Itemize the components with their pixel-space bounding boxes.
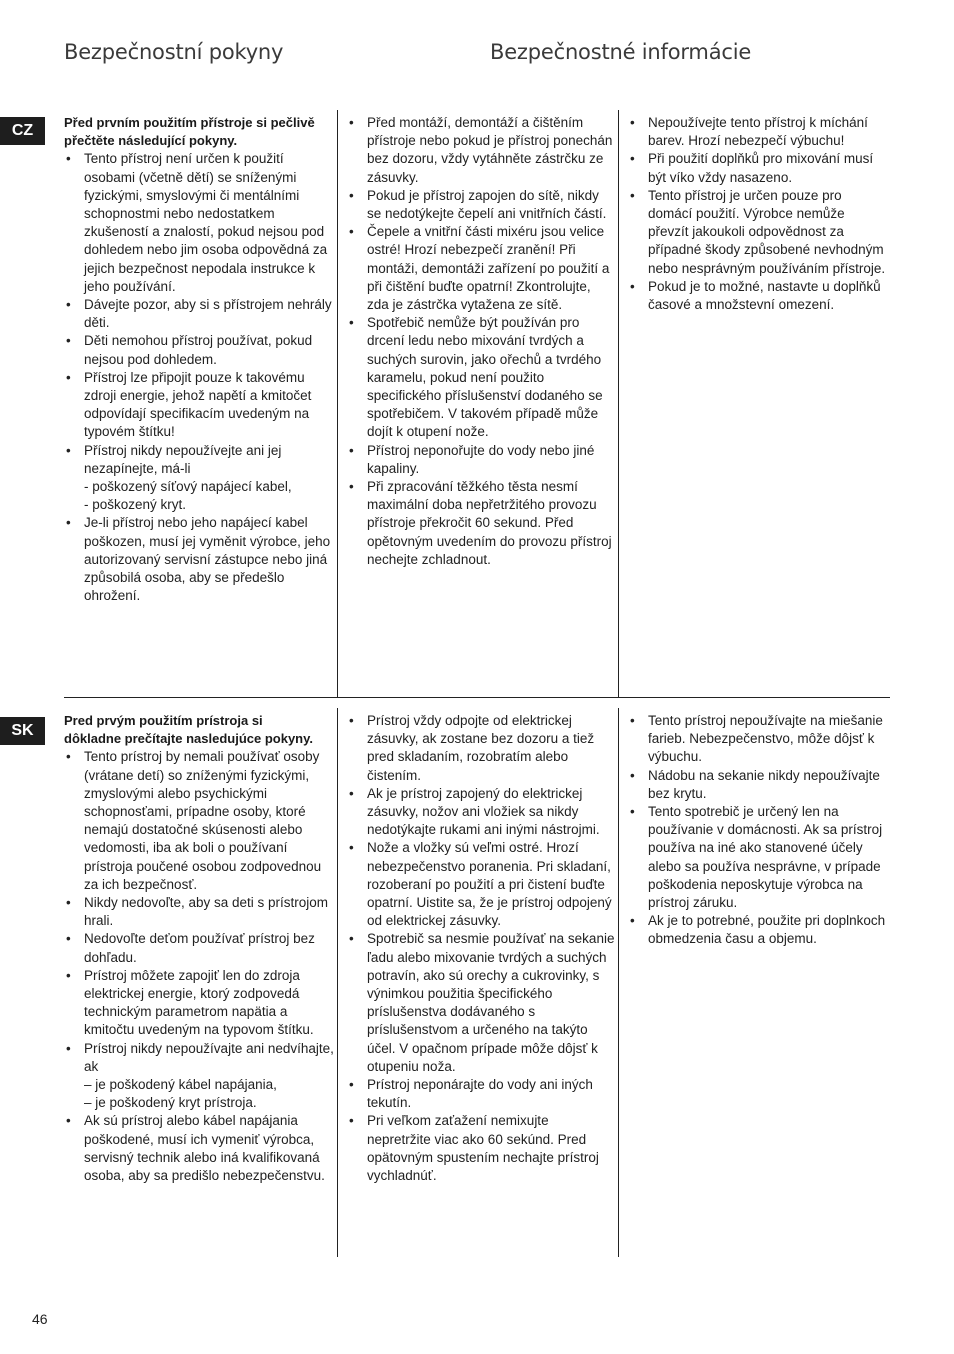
list-item: • Přístroj neponořujte do vody nebo jiné kapaliny. (347, 442, 618, 478)
section-cz (64, 110, 890, 698)
language-badge-sk: SK (0, 717, 45, 745)
heading-cz: Bezpečnostní pokyny (64, 40, 284, 64)
sk-col2-list (347, 712, 618, 1185)
sk-column-1 (64, 708, 337, 1257)
list-item-text: Přístroj nikdy nepoužívejte ani jej nezapínejte, má-li (84, 442, 282, 476)
list-item (64, 1040, 337, 1113)
sub-item: - poškozený síťový napájecí kabel, (84, 479, 292, 495)
list-item: • Čepele a vnitřní části mixéru jsou velice ostré! Hrozí nebezpečí zranění! Při montáži, demontáži zařízení po použití a při čištění buďte opatrní! Zkontrolujte, zda je zástrčka vytažena ze sítě. (347, 223, 618, 314)
list-item: • Nádobu na sekanie nikdy nepoužívajte bez krytu. (628, 767, 890, 803)
cz-column-2 (337, 110, 618, 697)
list-item: • Nepoužívejte tento přístroj k míchání barev. Hrozí nebezpečí výbuchu! (628, 114, 890, 150)
sk-col1-list (64, 748, 337, 1185)
list-item: • Nože a vložky sú veľmi ostré. Hrozí nebezpečenstvo poranenia. Pri skladaní, rozoberaní po použití a pri čistení buďte opatrní. Uistite sa, že je prístroj odpojený od elektrickej zásuvky. (347, 839, 618, 930)
list-item: • Tento prístroj by nemali používať osoby (vrátane detí) so zníženými fyzickými, zmyslovými alebo psychickými schopnosťami, prípadne osoby, ktoré nemajú dostatočné skúsenosti alebo vedomosti, iba ak boli o používaní prístroja poučené osobou zodpovednou za ich bezpečnosť. (64, 748, 337, 894)
cz-column-3 (618, 110, 890, 697)
language-badge-cz: CZ (0, 117, 45, 145)
sk-column-2 (337, 708, 618, 1257)
list-item: • Ak sú prístroj alebo kábel napájania poškodené, musí ich vymeniť výrobca, servisný technik alebo iná kvalifikovaná osoba, aby sa predišlo nebezpečenstvu. (64, 1112, 337, 1185)
list-item-text: Prístroj nikdy nepoužívajte ani nedvíhajte, ak (84, 1040, 334, 1074)
list-item: • Pokud je přístroj zapojen do sítě, nikdy se nedotýkejte čepelí ani vnitřních částí. (347, 187, 618, 223)
list-item: • Děti nemohou přístroj používat, pokud nejsou pod dohledem. (64, 332, 337, 368)
list-item: • Přístroj lze připojit pouze k takovému zdroji energie, jehož napětí a kmitočet odpovídají specifikacím uvedeným na typovém štítku! (64, 369, 337, 442)
list-item: • Tento prístroj nepoužívajte na miešanie farieb. Nebezpečenstvo, môže dôjsť k výbuchu. (628, 712, 890, 767)
list-item: • Tento přístroj je určen pouze pro domácí použití. Výrobce nemůže převzít jakoukoli odpovědnost za případné škody způsobené nevhodným nebo nesprávným používáním přístroje. (628, 187, 890, 278)
sk-col3-list (628, 712, 890, 949)
list-item: • Spotřebič nemůže být používán pro drcení ledu nebo mixování tvrdých a suchých surovin, jako ořechů a tvrdého karamelu, pokud není použito specifického příslušenství dodaného se spotřebičem. V takovém případě může dojít k otupení nože. (347, 314, 618, 441)
sub-item: – je poškodený kryt prístroja. (84, 1095, 257, 1111)
list-item: • Při použití doplňků pro mixování musí být víko vždy nasazeno. (628, 150, 890, 186)
list-item: • Před montáží, demontáží a čištěním přístroje nebo pokud je přístroj ponechán bez dozoru, vždy vytáhněte zástrčku ze zásuvky. (347, 114, 618, 187)
list-item: • Pri veľkom zaťažení nemixujte nepretržite viac ako 60 sekúnd. Pred opätovným spustením nechajte prístroj vychladnúť. (347, 1112, 618, 1185)
list-item: • Tento přístroj není určen k použití osobami (včetně dětí) se sníženými fyzickými, smyslovými či mentálními schopnostmi nebo nedostatkem zkušeností a znalostí, pokud nejsou pod dohledem nebo jim osoba odpovědná za jejich bezpečnost nepodala instrukce k jeho používání. (64, 150, 337, 296)
cz-col2-list (347, 114, 618, 569)
cz-col3-list (628, 114, 890, 314)
cz-column-1 (64, 110, 337, 697)
cz-intro: Před prvním použitím přístroje si pečlivě přečtěte následující pokyny. (64, 115, 315, 149)
list-item: • Ak je prístroj zapojený do elektrickej zásuvky, nožov ani vložiek sa nikdy nedotýkajte rukami ani inými nástrojmi. (347, 785, 618, 840)
list-item: • Spotrebič sa nesmie používať na sekanie ľadu alebo mixovanie tvrdých a suchých potravín, ako sú orechy a cukrovinky, s výnimkou použitia špecifického príslušenstva dodávaného s príslušenstvom a určeného na takýto účel. V opačnom prípade môže dôjsť k otupeniu noža. (347, 930, 618, 1076)
list-item: • Při zpracování těžkého těsta nesmí maximální doba nepřetržitého provozu přístroje překročit 60 sekund. Před opětovným uvedením do provozu přístroj nechejte zchladnout. (347, 478, 618, 569)
list-item: • Ak je to potrebné, použite pri doplnkoch obmedzenia času a objemu. (628, 912, 890, 948)
list-item: • Tento spotrebič je určený len na používanie v domácnosti. Ak sa prístroj používa na iné ako stanovené účely alebo sa používa nesprávne, v prípade poškodenia neposkytuje výrobca na prístroj záruku. (628, 803, 890, 912)
list-item: • Dávejte pozor, aby si s přístrojem nehrály děti. (64, 296, 337, 332)
list-item: • Prístroj neponárajte do vody ani iných tekutín. (347, 1076, 618, 1112)
sk-column-3 (618, 708, 890, 1257)
heading-sk: Bezpečnostné informácie (490, 40, 752, 64)
list-item: • Prístroj vždy odpojte od elektrickej zásuvky, ak zostane bez dozoru a tiež pred skladaním, rozobratím alebo čistením. (347, 712, 618, 785)
list-item: • Je-li přístroj nebo jeho napájecí kabel poškozen, musí jej vyměnit výrobce, jeho autorizovaný servisní zástupce nebo jiná způsobilá osoba, aby se předešlo ohrožení. (64, 514, 337, 605)
cz-col1-list (64, 150, 337, 605)
list-item (64, 442, 337, 515)
sub-item: - poškozený kryt. (84, 497, 187, 513)
list-item: • Nikdy nedovoľte, aby sa deti s prístrojom hrali. (64, 894, 337, 930)
section-sk (64, 708, 890, 1257)
list-item: • Nedovoľte deťom používať prístroj bez dohľadu. (64, 930, 337, 966)
sub-item: – je poškodený kábel napájania, (84, 1077, 277, 1093)
page-number: 46 (32, 1311, 48, 1327)
list-item: • Prístroj môžete zapojiť len do zdroja elektrickej energie, ktorý zodpovedá technickým parametrom napätia a kmitočtu uvedeným na typovom štítku. (64, 967, 337, 1040)
sk-intro: Pred prvým použitím prístroja si dôkladne prečítajte nasledujúce pokyny. (64, 713, 313, 747)
list-item: • Pokud je to možné, nastavte u doplňků časové a množstevní omezení. (628, 278, 890, 314)
